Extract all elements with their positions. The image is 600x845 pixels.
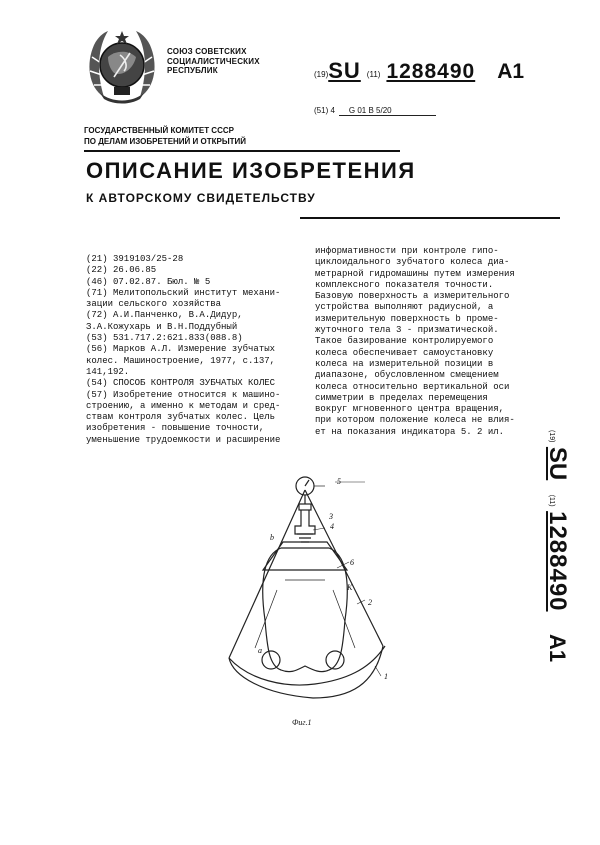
text-line: Базовую поверхность а измерительного <box>315 291 510 302</box>
text-line: жуточного тела 3 - призматической. <box>315 325 499 336</box>
indicator-needle <box>305 480 309 486</box>
text-line: изобретения - повышение точности, <box>86 423 265 434</box>
text-line: измерительную поверхность b проме- <box>315 313 499 324</box>
gear-wheel <box>263 548 348 672</box>
radial-base-surface <box>229 646 385 685</box>
cone-left-edge <box>229 490 305 658</box>
hatch-line <box>277 570 333 580</box>
patent-number: 1288490 <box>544 511 571 612</box>
leader-line <box>375 666 381 676</box>
text-line: вокруг мгновенного центра вращения, <box>315 404 505 415</box>
state-name-line: РЕСПУБЛИК <box>167 66 218 75</box>
figure-1-drawing <box>225 470 405 715</box>
text-line: (54) СПОСОБ КОНТРОЛЯ ЗУБЧАТЫХ КОЛЕС <box>86 378 276 389</box>
figure-label: a <box>258 646 262 655</box>
text-line: диапазоне, обусловленном смещением <box>315 370 499 381</box>
text-line: при котором положение колеса не влия- <box>315 415 515 426</box>
text-line: (46) 07.02.87. Бюл. № 5 <box>86 276 211 287</box>
text-line: (53) 531.717.2:621.833(088.8) <box>86 333 243 344</box>
committee <box>84 125 246 147</box>
indicator-clamp <box>299 504 311 510</box>
state-name-line: СОЦИАЛИСТИЧЕСКИХ <box>167 56 260 66</box>
text-line: уменьшение трудоемкости и расширение <box>86 434 281 445</box>
bibliographic-column <box>86 254 331 446</box>
ipc-classification <box>314 106 436 115</box>
text-line: (71) Мелитопольский институт механи- <box>86 287 281 298</box>
text-line: информативности при контроле гипо- <box>315 246 499 256</box>
number-tag: (11) <box>366 69 381 79</box>
patent-number: 1288490 <box>386 60 476 83</box>
state-name-line: СОЮЗ СОВЕТСКИХ <box>167 47 247 56</box>
divider <box>84 150 400 152</box>
text-line: зации сельского хозяйства <box>86 299 222 310</box>
guide-line <box>255 590 355 648</box>
text-line: циклоидального зубчатого колеса диа- <box>315 257 510 268</box>
figure-label: 2 <box>368 598 372 607</box>
figure-label: K <box>347 583 353 592</box>
text-line: (21) 3919103/25-28 <box>86 254 184 264</box>
leader-line <box>357 600 365 604</box>
text-line: ет на показания индикатора 5. 2 ил. <box>315 426 505 437</box>
country-code: SU <box>328 58 361 83</box>
text-line: комплексного показателя точности. <box>315 279 494 290</box>
text-line: 141,192. <box>86 366 130 377</box>
country-tag: (19) <box>314 69 329 79</box>
text-line: (72) А.И.Панченко, В.А.Дидур, <box>86 310 243 321</box>
text-line: Такое базирование контролируемого <box>315 336 494 347</box>
abstract-column <box>315 246 560 438</box>
spring <box>297 534 313 542</box>
text-line: симметрии в пределах перемещения <box>315 392 488 403</box>
state-name <box>167 47 260 76</box>
ipc-tag: (51) 4 <box>314 106 335 115</box>
committee-line: ГОСУДАРСТВЕННЫЙ КОМИТЕТ СССР <box>84 126 234 135</box>
figure-label: b <box>270 533 274 542</box>
vertical-publication-number <box>545 430 585 700</box>
figure-label: 1 <box>384 672 388 681</box>
publication-number <box>314 58 524 84</box>
text-line: (56) Марков А.Л. Измерение зубчатых <box>86 344 276 355</box>
figure-label: 4 <box>330 522 334 531</box>
committee-line: ПО ДЕЛАМ ИЗОБРЕТЕНИЙ И ОТКРЫТИЙ <box>84 137 247 146</box>
text-line: колеса обеспечивает самоустановку <box>315 347 494 358</box>
text-line: колес. Машиностроение, 1977, с.137, <box>86 355 276 366</box>
figure-label: 3 <box>329 512 333 521</box>
number-tag: (11) <box>548 494 555 507</box>
document-subtitle: К АВТОРСКОМУ СВИДЕТЕЛЬСТВУ <box>86 191 316 205</box>
base-outline <box>229 646 383 698</box>
text-line: метрарной гидромашины путем измерения <box>315 268 515 279</box>
country-tag: (19) <box>548 430 555 443</box>
figure-label: 6 <box>350 558 354 567</box>
text-line: строению, а именно к методам и сред- <box>86 400 281 411</box>
figure-caption: Фиг.1 <box>292 718 312 727</box>
divider <box>300 217 560 219</box>
text-line: (57) Изобретение относится к машино- <box>86 389 281 400</box>
ipc-code: G 01 B 5/20 <box>339 106 436 116</box>
text-line: (22) 26.06.85 <box>86 265 157 276</box>
kind-code: A1 <box>545 633 570 663</box>
text-line: устройства выполняют радиусной, а <box>315 302 494 313</box>
figure-label: 5 <box>337 477 341 486</box>
cone-right-edge <box>305 490 383 646</box>
holder-body <box>295 510 315 534</box>
text-line: ствам контроля зубчатых колес. Цель <box>86 412 276 423</box>
text-line: колеса относительно вертикальной оси <box>315 381 510 392</box>
country-code: SU <box>544 446 571 481</box>
kind-code: A1 <box>497 60 525 83</box>
text-line: З.А.Кожухарь и В.Н.Поддубный <box>86 321 238 332</box>
document-title: ОПИСАНИЕ ИЗОБРЕТЕНИЯ <box>86 158 416 183</box>
state-emblem-icon <box>84 27 160 107</box>
text-line: колеса на измерительной позиции в <box>315 358 494 369</box>
